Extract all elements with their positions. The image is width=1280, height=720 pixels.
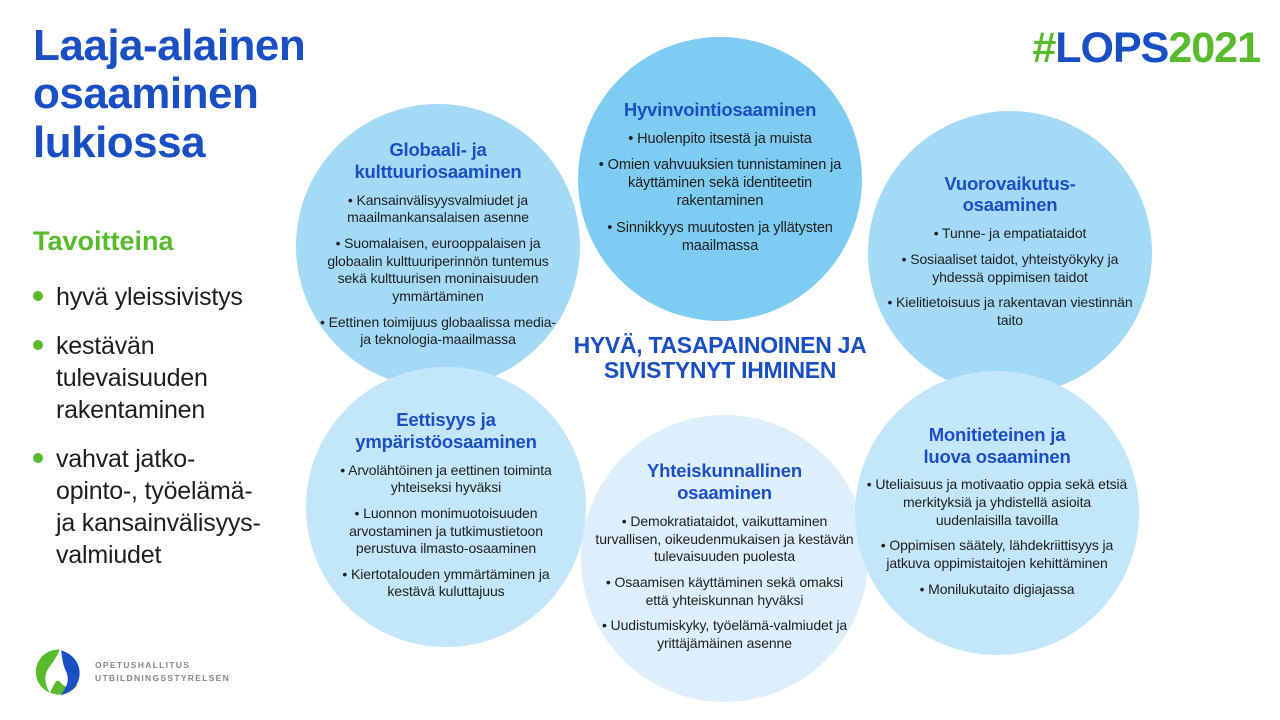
circle-bullet: • Sinnikkyys muutosten ja yllätysten maailmassa [607, 219, 833, 254]
hashtag-symbol: # [1032, 24, 1056, 72]
circle-title: Yhteiskunnallinen osaaminen [647, 460, 802, 504]
circle-bullet: • Oppimisen säätely, lähdekriittisyys ja jatkuva oppimistaitojen kehittäminen [880, 537, 1114, 571]
bullet-dot-icon [33, 340, 43, 350]
oph-logo [34, 648, 230, 696]
hashtag-lops: LOPS [1055, 24, 1169, 72]
circle-bullet: • Sosiaaliset taidot, yhteistyökyky ja yhdessä oppimisen taidot [901, 250, 1119, 285]
goals-section [33, 226, 273, 588]
circle-bullet: • Arvolähtöinen ja eettinen toiminta yhteiseksi hyväksi [340, 461, 552, 496]
circle-wellbeing [578, 37, 862, 321]
bullet-dot-icon [33, 291, 43, 301]
goal-item [33, 330, 273, 426]
oph-logo-text [95, 659, 230, 685]
circle-global-cultural [296, 104, 580, 388]
circle-title: Eettisyys ja ympäristöosaaminen [355, 408, 537, 452]
circle-ethics-environment [306, 367, 586, 647]
oph-name-fi: OPETUSHALLITUS [95, 659, 191, 670]
goal-item [33, 443, 273, 571]
circle-bullet: • Kansainvälisyysvalmiudet ja maailmankansalaisen asenne [347, 191, 529, 226]
circle-interaction [868, 111, 1152, 395]
circle-societal [581, 415, 868, 702]
goal-text: vahvat jatko-opinto-, työelämä- ja kansainvälisyys-valmiudet [56, 445, 261, 569]
hashtag-year: 2021 [1168, 24, 1260, 72]
oph-name-sv: UTBILDNINGSSTYRELSEN [95, 673, 231, 683]
circle-bullet: • Luonnon monimuotoisuuden arvostaminen ja tutkimustietoon perustuva ilmasto-osaaminen [349, 504, 543, 557]
circle-bullet: • Monilukutaito digiajassa [919, 580, 1075, 597]
page-title: Laaja-alainen osaaminen lukiossa [33, 21, 306, 167]
circle-title: Vuorovaikutus-osaaminen [944, 172, 1076, 216]
circle-bullet: • Uteliaisuus ja motivaatio oppia sekä etsiä merkityksiä ja yhdistellä asioita uudenlaisilla tavoilla [866, 476, 1128, 528]
circle-bullet: • Tunne- ja empatiataidot [933, 225, 1087, 242]
circle-bullet: • Huolenpito itsestä ja muista [628, 130, 812, 147]
goals-heading: Tavoitteina [33, 226, 174, 256]
circle-bullet: • Uudistumiskyky, työelämä-valmiudet ja yrittäjämäinen asenne [601, 617, 848, 651]
center-statement-line2: SIVISTYNYT IHMINEN [603, 357, 837, 384]
circle-bullet: • Omien vahvuuksien tunnistaminen ja käyttäminen sekä identiteetin rakentaminen [598, 156, 842, 210]
center-statement [553, 333, 887, 384]
circle-bullet: • Kiertotalouden ymmärtäminen ja kestävä kuluttajuus [342, 565, 550, 600]
goal-text: hyvä yleissivistys [56, 283, 243, 311]
bullet-dot-icon [33, 453, 43, 463]
goal-item [33, 281, 273, 313]
oph-globe-icon [34, 648, 82, 696]
circle-bullet: • Osaamisen käyttäminen sekä omaksi että yhteiskunnan hyväksi [605, 574, 844, 608]
circle-title: Globaali- ja kulttuuriosaaminen [354, 139, 522, 182]
goal-text: kestävän tulevaisuuden rakentaminen [56, 332, 208, 424]
circle-title: Hyvinvointiosaaminen [623, 98, 817, 120]
circle-bullet: • Demokratiataidot, vaikuttaminen turvallisen, oikeudenmukaisen ja kestävän tulevaisuuden puolesta [595, 513, 854, 565]
circle-bullet: • Suomalaisen, eurooppalaisen ja globaalin kulttuuriperinnön tuntemus sekä kulttuurisen moninaisuuden ymmärtäminen [327, 235, 549, 304]
center-statement-line1: HYVÄ, TASAPAINOINEN JA [573, 332, 867, 358]
lops2021-wordmark [1032, 24, 1260, 73]
circle-title: Monitieteinen ja luova osaaminen [923, 423, 1071, 467]
circle-bullet: • Eettinen toimijuus globaalissa media- ja teknologia-maailmassa [319, 313, 556, 348]
circle-bullet: • Kielitietoisuus ja rakentavan viestinnän taito [887, 294, 1133, 328]
circle-multidisciplinary-creative [855, 371, 1139, 655]
